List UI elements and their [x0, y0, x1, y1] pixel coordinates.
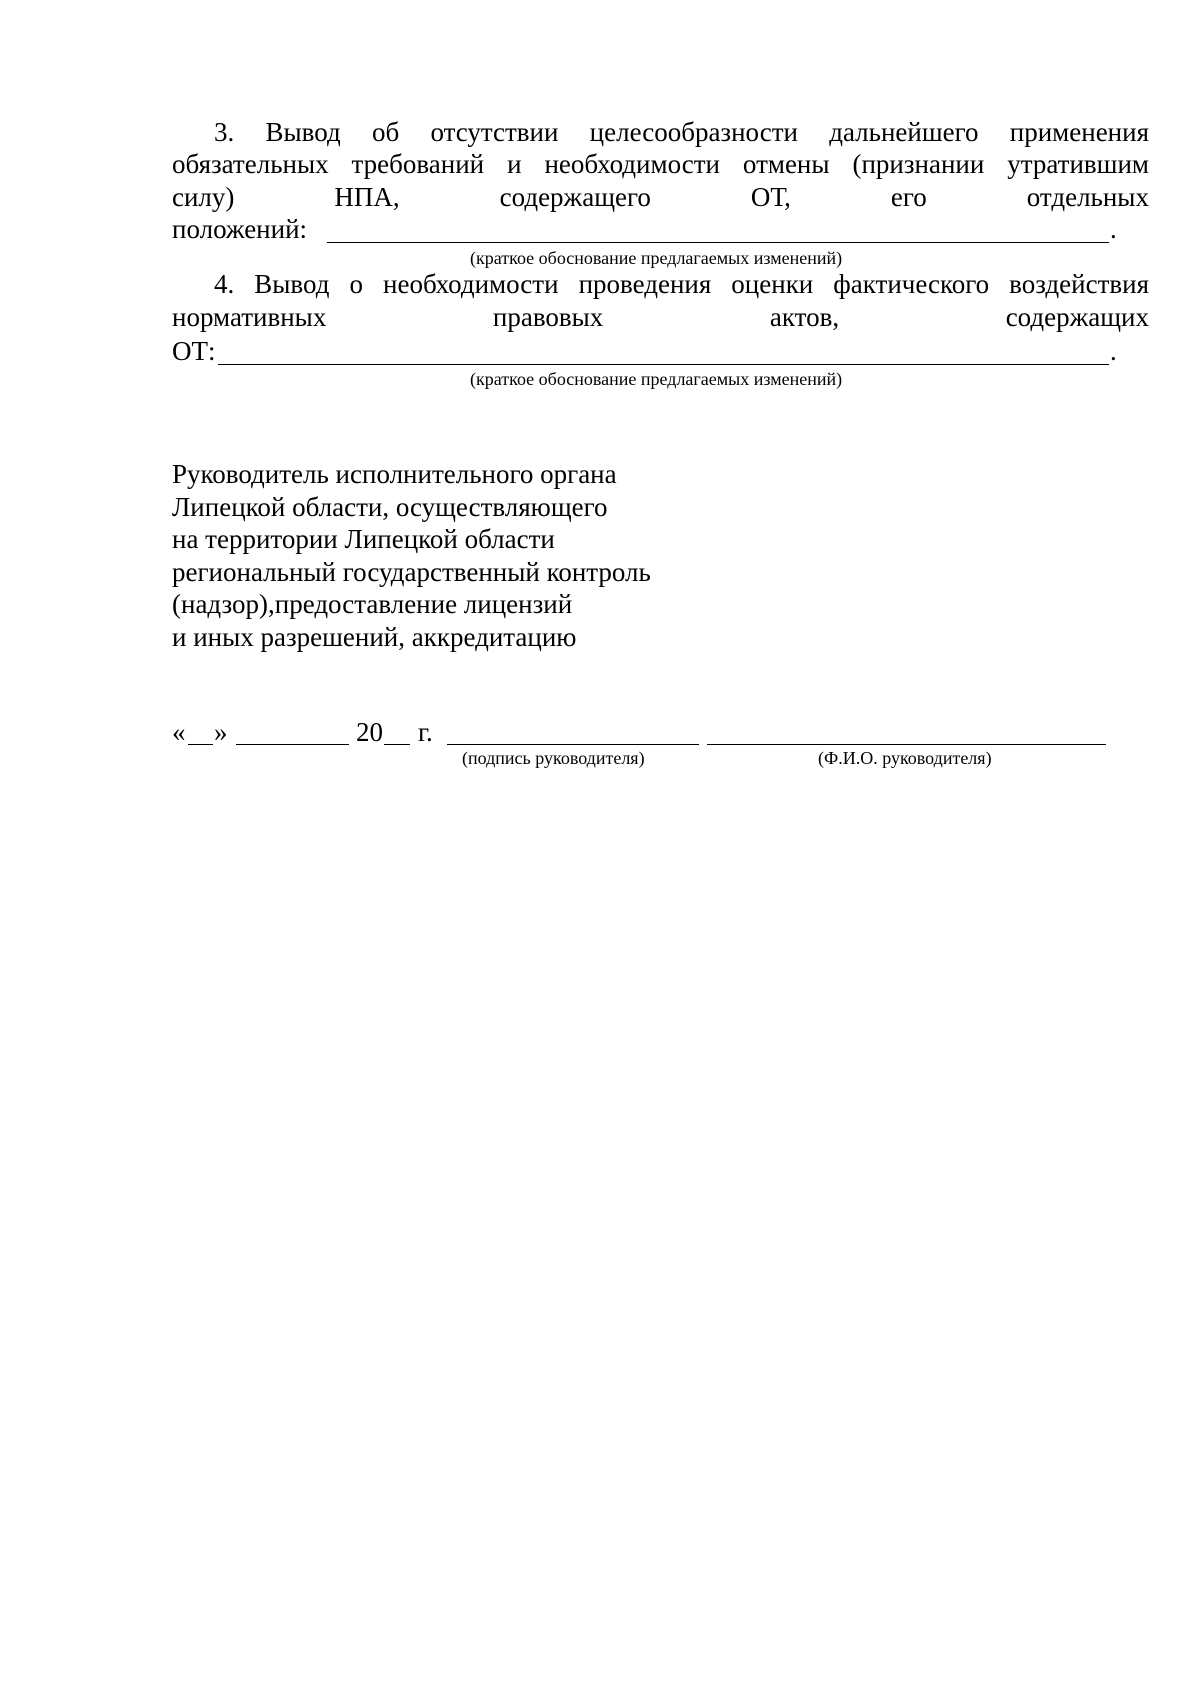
item4-word: правовых [492, 302, 604, 332]
name-caption: (Ф.И.О. руководителя) [818, 748, 992, 768]
item3-line3 [172, 181, 1149, 213]
item3-word: НПА, [334, 182, 400, 212]
signatory-block [172, 458, 651, 653]
item3-line1 [172, 116, 1149, 148]
item3-word: силу) [172, 182, 235, 212]
signatory-line: Липецкой области, осуществляющего [172, 491, 608, 522]
item4-line3-suffix: . [1110, 336, 1117, 366]
item4-fill-line[interactable] [218, 364, 1109, 365]
signature-line[interactable] [447, 744, 699, 745]
item4-word: нормативных [172, 302, 327, 332]
item3-line4-prefix: положений: [172, 214, 308, 244]
date-month-line[interactable] [236, 744, 349, 745]
item4-line2 [172, 301, 1149, 333]
item3-line2-text: обязательных требований и необходимости отмены (признании утратившим [172, 149, 1149, 179]
item4-line1-text: 4. Вывод о необходимости проведения оценки фактического воздействия [214, 269, 1149, 299]
item4-word: содержащих [1005, 302, 1149, 332]
date-year-suffix: г. [418, 717, 433, 747]
signatory-line: региональный государственный контроль [172, 556, 651, 587]
item3-word: ОТ, [750, 182, 791, 212]
item3-line4-suffix: . [1110, 214, 1117, 244]
date-day-line[interactable] [188, 744, 213, 745]
item4-word: актов, [769, 302, 840, 332]
signatory-line: (надзор),предоставление лицензий [172, 589, 573, 619]
item4-line3-prefix: ОТ: [172, 336, 216, 366]
date-year-line[interactable] [384, 744, 410, 745]
signatory-line: на территории Липецкой области [172, 524, 555, 554]
item3-word: отдельных [1026, 182, 1149, 212]
item3-line1-text: 3. Вывод об отсутствии целесообразности дальнейшего применения [214, 117, 1149, 147]
date-year-prefix: 20 [356, 717, 383, 747]
item3-word: содержащего [499, 182, 651, 212]
item4-caption: (краткое обоснование предлагаемых изменений) [470, 369, 843, 389]
signature-caption: (подпись руководителя) [462, 748, 645, 768]
item3-fill-line[interactable] [327, 242, 1109, 243]
signatory-line: Руководитель исполнительного органа [172, 459, 617, 489]
signatory-line: и иных разрешений, аккредитацию [172, 621, 577, 652]
date-quote-open: « [172, 717, 186, 747]
name-line[interactable] [707, 744, 1106, 745]
item4-line1 [172, 268, 1149, 300]
item3-line2 [172, 148, 1149, 180]
item3-caption: (краткое обоснование предлагаемых изменений) [470, 248, 843, 268]
date-quote-close: » [214, 717, 228, 747]
item3-word: его [890, 182, 927, 212]
